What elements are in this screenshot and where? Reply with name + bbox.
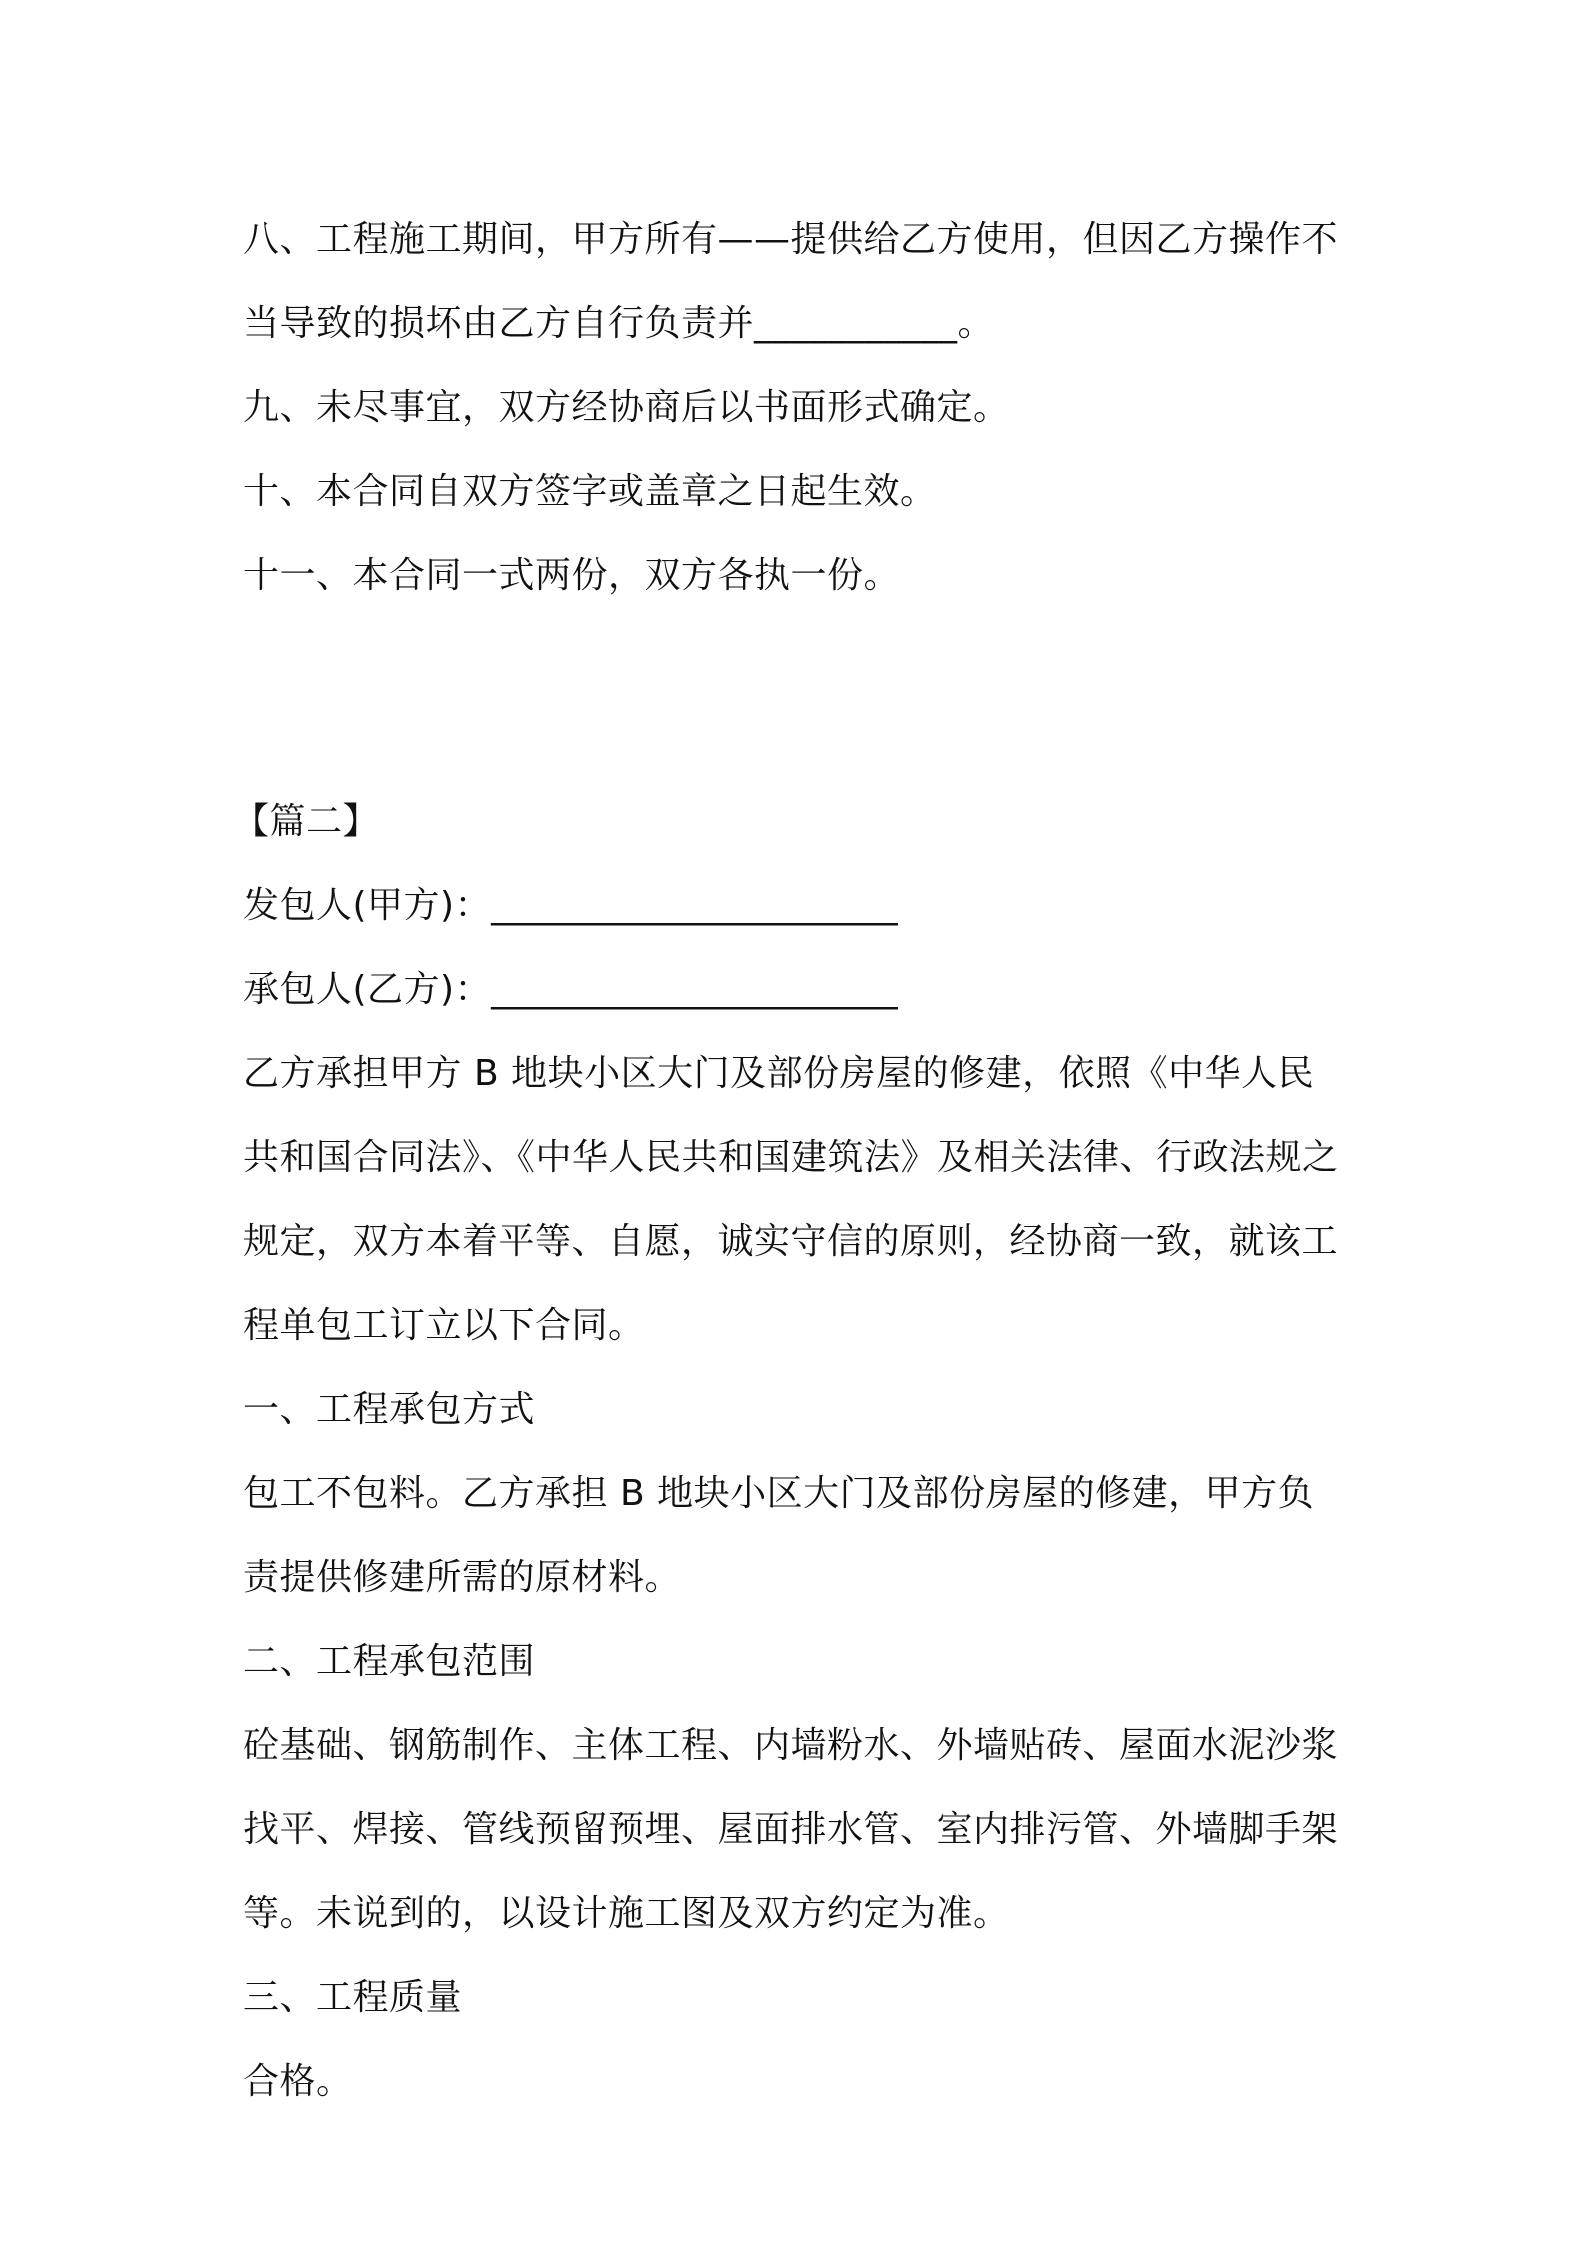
- preamble-line-3: 规定，双方本着平等、自愿，诚实守信的原则，经协商一致，就该工: [243, 1221, 1339, 1262]
- clause-8-line-2: 当导致的损坏由乙方自行负责并___________。: [243, 303, 995, 344]
- article-1-heading: 一、工程承包方式: [243, 1389, 536, 1430]
- preamble-line-2: 共和国合同法》、《中华人民共和国建筑法》及相关法律、行政法规之: [243, 1137, 1339, 1178]
- article-1-line-1: 包工不包料。乙方承担 B 地块小区大门及部份房屋的修建，甲方负: [243, 1473, 1315, 1514]
- clause-9: 九、未尽事宜，双方经协商后以书面形式确定。: [243, 387, 1010, 428]
- document-page: [233, 198, 1363, 2124]
- article-2-heading: 二、工程承包范围: [243, 1641, 536, 1682]
- contractor-field: 承包人(乙方)：______________________: [243, 969, 899, 1010]
- article-3-body: 合格。: [243, 2061, 353, 2102]
- clause-8-line-1: 八、工程施工期间，甲方所有——提供给乙方使用，但因乙方操作不: [243, 219, 1339, 260]
- preamble-line-4: 程单包工订立以下合同。: [243, 1305, 645, 1346]
- article-2-line-1: 砼基础、钢筋制作、主体工程、内墙粉水、外墙贴砖、屋面水泥沙浆: [243, 1725, 1339, 1766]
- article-1-line-2: 责提供修建所需的原材料。: [243, 1557, 682, 1598]
- employer-field: 发包人(甲方)：______________________: [243, 885, 899, 926]
- clause-11: 十一、本合同一式两份，双方各执一份。: [243, 555, 901, 596]
- clause-10: 十、本合同自双方签字或盖章之日起生效。: [243, 471, 937, 512]
- preamble-line-1: 乙方承担甲方 B 地块小区大门及部份房屋的修建，依照《中华人民: [243, 1053, 1315, 1094]
- article-2-line-3: 等。未说到的，以设计施工图及双方约定为准。: [243, 1893, 1010, 1934]
- section-gap: [243, 618, 1363, 780]
- article-3-heading: 三、工程质量: [243, 1977, 463, 2018]
- article-2-line-2: 找平、焊接、管线预留预埋、屋面排水管、室内排污管、外墙脚手架: [243, 1809, 1339, 1850]
- section-two-heading: 【篇二】: [233, 801, 380, 842]
